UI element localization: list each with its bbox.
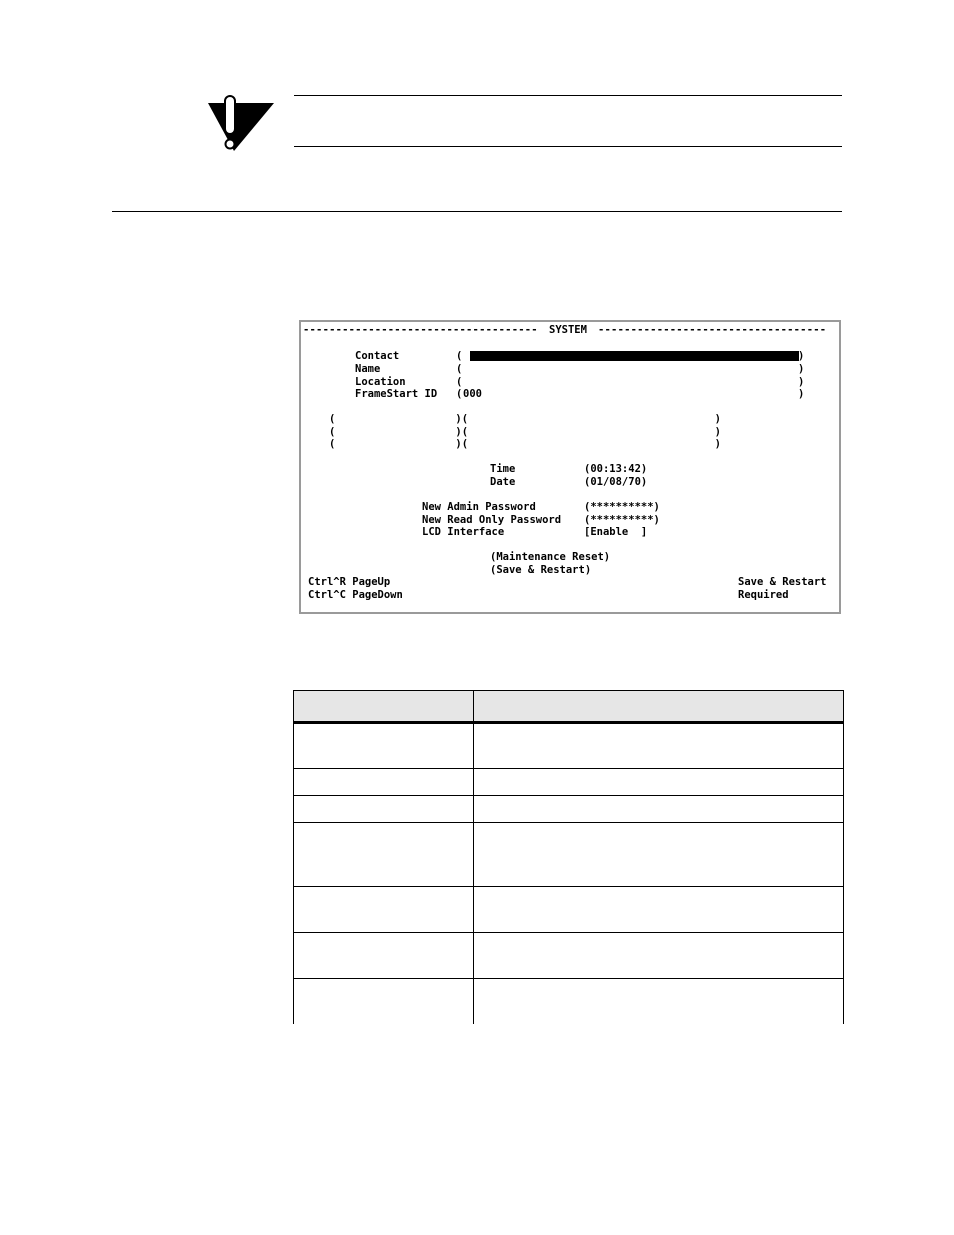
name-close-paren: ) (798, 363, 805, 375)
terminal-border-right: ----------------------------------- (598, 324, 827, 336)
table-row (293, 724, 844, 768)
maintenance-reset-button[interactable]: (Maintenance Reset) (490, 551, 611, 563)
contact-label: Contact (355, 350, 400, 362)
table-row (293, 933, 844, 978)
table-column-divider (473, 690, 474, 1024)
location-label: Location (355, 376, 406, 388)
table-left-border (293, 690, 294, 1024)
date-label: Date (490, 476, 516, 488)
location-open-paren: ( (456, 376, 463, 388)
table-row (293, 979, 844, 1024)
name-open-paren: ( (456, 363, 463, 375)
date-input[interactable]: (01/08/70) (584, 476, 648, 488)
framestart-open-paren: ( (456, 388, 463, 400)
save-restart-button[interactable]: (Save & Restart) (490, 564, 592, 576)
table-header-description (473, 690, 844, 722)
framestart-label: FrameStart ID (355, 388, 438, 400)
parameter-table (293, 690, 844, 1024)
admin-password-label: New Admin Password (422, 501, 536, 513)
framestart-input[interactable]: 000 (463, 388, 482, 400)
contact-input[interactable] (470, 351, 799, 361)
terminal-title: SYSTEM (549, 324, 587, 336)
admin-password-input[interactable]: (**********) (584, 501, 660, 513)
terminal-border-left: ------------------------------------ (303, 324, 538, 336)
framestart-close-paren: ) (798, 388, 805, 400)
readonly-password-input[interactable]: (**********) (584, 514, 660, 526)
table-row (293, 796, 844, 822)
extra-field-row-1: ( )( ) (329, 413, 721, 425)
readonly-password-label: New Read Only Password (422, 514, 562, 526)
table-row (293, 823, 844, 886)
extra-field-row-3: ( )( ) (329, 438, 721, 450)
status-save-restart: Save & Restart (738, 576, 827, 588)
table-top-border (293, 690, 844, 691)
lcd-interface-select[interactable]: [Enable ] (584, 526, 648, 538)
contact-open-paren: ( (456, 350, 463, 362)
table-right-border (843, 690, 844, 1024)
table-header-parameter (293, 690, 473, 722)
table-row (293, 887, 844, 932)
system-terminal-screen (299, 320, 841, 614)
lcd-interface-label: LCD Interface (422, 526, 505, 538)
status-required: Required (738, 589, 789, 601)
location-input[interactable] (470, 376, 799, 388)
time-label: Time (490, 463, 516, 475)
caution-icon (208, 95, 276, 153)
time-input[interactable]: (00:13:42) (584, 463, 648, 475)
page-down-hint: Ctrl^C PageDown (308, 589, 403, 601)
caution-rule-bottom (294, 146, 842, 147)
contact-close-paren: ) (798, 350, 805, 362)
caution-rule-top (294, 95, 842, 96)
page-up-hint: Ctrl^R PageUp (308, 576, 391, 588)
name-input[interactable] (470, 363, 799, 375)
location-close-paren: ) (798, 376, 805, 388)
extra-field-row-2: ( )( ) (329, 426, 721, 438)
table-row (293, 769, 844, 795)
name-label: Name (355, 363, 381, 375)
section-rule (112, 211, 842, 212)
